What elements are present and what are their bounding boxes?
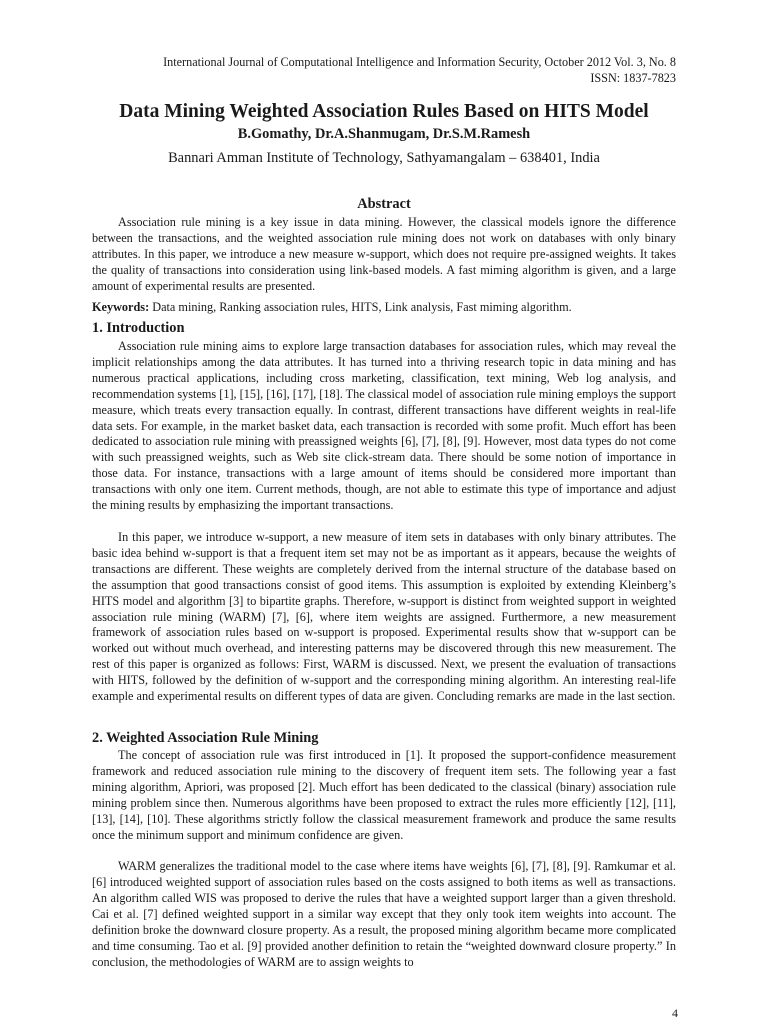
paper-title: Data Mining Weighted Association Rules Based on HITS Model — [119, 101, 649, 122]
journal-citation: International Journal of Computational Intelligence and Information Security, October 2012 Vol. 3, No. 8 — [163, 55, 676, 69]
section-warm-body — [92, 748, 676, 971]
journal-issn: ISSN: 1837-7823 — [590, 71, 676, 85]
section-heading-warm: 2. Weighted Association Rule Mining — [92, 730, 319, 746]
paper-affiliation: Bannari Amman Institute of Technology, Sathyamangalam – 638401, India — [168, 150, 600, 166]
page-number: 4 — [672, 1006, 678, 1020]
paragraph: In this paper, we introduce w-support, a new measure of item sets in databases with only binary attributes. The basic idea behind w-support is that a frequent item set may not be as important as it appears, because the weights of transactions are different. These weights are completely derived from the internal structure of the database based on the assumption that good transactions consist of good items. This assumption is exploited by extending Kleinberg’s HITS model and algorithm [3] to bipartite graphs. Therefore, w-support is distinct from weighted support in weighted association rule mining (WARM) [7], [6], where item weights are assigned. Furthermore, a new measurement framework of association rules based on w-support is proposed. Experimental results show that w-support can be worked out without much overhead, and interesting patterns may be discovered through this new measurement. The rest of this paper is organized as follows: First, WARM is discussed. Next, we present the evaluation of transactions with HITS, followed by the definition of w-support and the corresponding mining algorithm. An interesting real-life example and experimental results on different types of data are given. Concluding remarks are made in the last section. — [92, 529, 676, 704]
abstract-section — [92, 215, 676, 315]
keywords-label: Keywords: — [92, 299, 150, 314]
paragraph: The concept of association rule was first introduced in [1]. It proposed the support-confidence measurement framework and reduced association rule mining to the discovery of frequent item sets. The following year a fast mining algorithm, Apriori, was proposed [2]. Much effort has been dedicated to the classical (binary) association rule mining problem since then. Numerous algorithms have been proposed to extract the rules more efficiently [12], [11], [13], [14], [10]. These algorithms strictly follow the classical measurement framework and produce the same results once the minimum support and minimum confidence are given. — [92, 748, 676, 842]
section-introduction-body — [92, 339, 676, 705]
paragraph: WARM generalizes the traditional model to the case where items have weights [6], [7], [8], [9]. Ramkumar et al. [6] introduced weighted support of association rules based on the costs assigned to both items as well as transactions. An algorithm called WIS was proposed to derive the rules that have a weighted support larger than a given threshold. Cai et al. [7] defined weighted support in a similar way except that they only took item weights into account. The definition broke the downward closure property. As a result, the proposed mining algorithm became more complicated and time consuming. Tao et al. [9] provided another definition to retain the “weighted downward closure property.” In conclusion, the methodologies of WARM are to assign weights to — [92, 859, 676, 969]
journal-header — [56, 54, 676, 86]
keywords-text: Data mining, Ranking association rules, HITS, Link analysis, Fast miming algorithm. — [152, 299, 572, 314]
abstract-heading: Abstract — [357, 196, 411, 212]
keywords-line — [92, 300, 676, 316]
paragraph: Association rule mining aims to explore large transaction databases for association rules, which may reveal the implicit relationships among the data attributes. It has turned into a thriving research topic in data mining and has numerous practical applications, including cross marketing, classification, text mining, Web log analysis, and recommendation systems [1], [15], [16], [17], [18]. The classical model of association rule mining employs the support measure, which treats every transaction equally. In contrast, different transactions have different weights in real-life data sets. For example, in the market basket data, each transaction is recorded with some profit. Much effort has been dedicated to association rule mining with preassigned weights [6], [7], [8], [9]. However, most data types do not come with such preassigned weights, such as Web site click-stream data. There should be some notion of importance in those data. For instance, transactions with a large amount of items should be considered more important than transactions with only one item. Current methods, though, are not able to estimate this type of importance and adjust the mining results by emphasizing the important transactions. — [92, 339, 676, 513]
section-heading-introduction: 1. Introduction — [92, 320, 185, 336]
paper-authors: B.Gomathy, Dr.A.Shanmugam, Dr.S.M.Ramesh — [237, 126, 531, 142]
abstract-text: Association rule mining is a key issue in data mining. However, the classical models ignore the difference between the transactions, and the weighted association rule mining does not work on databases with only binary attributes. In this paper, we introduce a new measure w-support, which does not require pre-assigned weights. It takes the quality of transactions into consideration using link-based models. A fast miming algorithm is given, and a large amount of experimental results are presented. — [92, 215, 676, 293]
